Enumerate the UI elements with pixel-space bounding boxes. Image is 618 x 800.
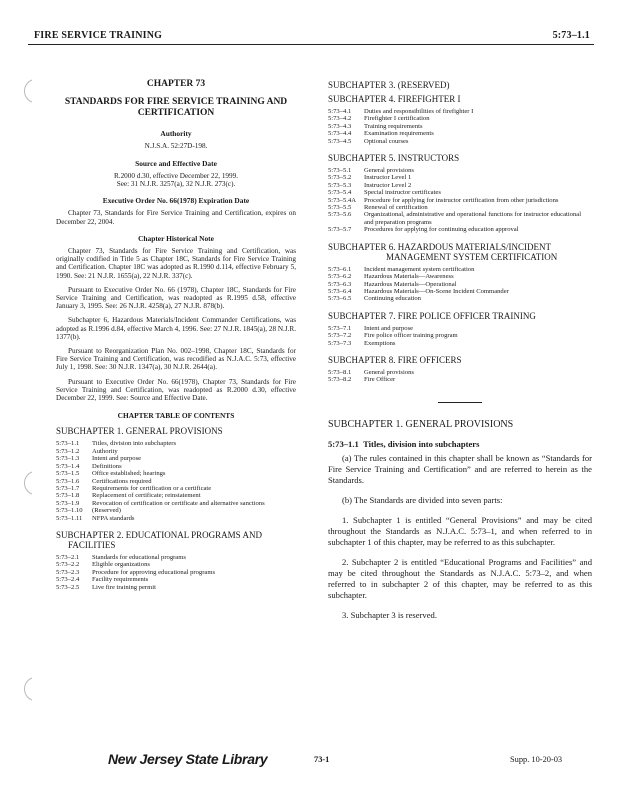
toc-entry [328, 266, 592, 273]
toc-entry [328, 174, 592, 181]
source-line: R.2000 d.30, effective December 22, 1999. [113, 171, 239, 180]
header-section-number: 5:73–1.1 [552, 30, 590, 41]
toc-entry-number: 5:73–1.6 [56, 477, 80, 485]
subchapter-title: SUBCHAPTER 1. GENERAL PROVISIONS [328, 418, 514, 430]
subchapter-heading: SUBCHAPTER 4. FIREFIGHTER I [328, 94, 461, 104]
toc-entry-title: Procedure for approving educational programs [92, 568, 216, 576]
toc-entry-number: 5:73–1.5 [56, 470, 80, 478]
authority-heading: Authority [160, 129, 192, 139]
toc-entry-title: Definitions [92, 462, 122, 470]
toc-entry-title: Exemptions [364, 339, 396, 347]
toc-entry-number: 5:73–5.7 [328, 226, 352, 234]
toc-entry [328, 204, 592, 211]
toc-entry [56, 515, 296, 522]
toc-entry-number: 5:73–6.3 [328, 280, 352, 288]
toc-entry-title: Requirements for certification or a certificate [92, 484, 212, 492]
toc-entry-number: 5:73–5.3 [328, 181, 352, 189]
toc-entry-title: Procedure for applying for instructor certification from other jurisdictions [364, 196, 559, 204]
toc-entry-title: General provisions [364, 368, 414, 376]
toc-entry-number: 5:73–2.2 [56, 561, 80, 569]
toc-entry-number: 5:73–8.1 [328, 368, 352, 376]
subchapter-heading: SUBCHAPTER 5. INSTRUCTORS [328, 153, 460, 164]
history-heading: Chapter Historical Note [138, 233, 214, 243]
toc-entry-title: Office established; hearings [92, 470, 166, 478]
toc-entry [328, 281, 592, 288]
section-body [328, 453, 592, 621]
toc-entry-title: Authority [92, 447, 118, 455]
toc-entry-number: 5:73–4.3 [328, 122, 352, 130]
toc-entry-title: General provisions [364, 167, 414, 175]
subchapter-heading: SUBCHAPTER 8. FIRE OFFICERS [328, 354, 462, 365]
toc-entry-number: 5:73–5.5 [328, 204, 352, 212]
toc-entry-title: Procedures for applying for continuing education approval [364, 226, 519, 234]
body-paragraph: 3. Subchapter 3 is reserved. [342, 609, 437, 620]
page-number: 73-1 [314, 755, 330, 764]
toc-entry [56, 448, 296, 455]
subchapter-heading: SUBCHAPTER 7. FIRE POLICE OFFICER TRAINING [328, 310, 536, 321]
toc-entry-title: Training requirements [364, 122, 423, 130]
toc-entry-number: 5:73–4.1 [328, 108, 352, 115]
toc-list [56, 440, 296, 521]
toc-entry-number: 5:73–1.10 [56, 507, 83, 515]
body-paragraph: (a) The rules contained in this chapter shall be known as “Standards for Fire Service Training and Certification” and are referred to herein as the Standards. [328, 452, 592, 485]
toc-entry-title: Optional courses [364, 137, 409, 145]
toc-entry-title: (Reserved) [92, 507, 121, 515]
toc-entry [56, 507, 296, 514]
toc-entry-title: Organizational, administrative and operational functions for instructor educational and preparation programs [364, 211, 582, 226]
section-number: 5:73–1.1 [328, 438, 359, 449]
toc-entry [56, 485, 296, 492]
history-paragraph: Chapter 73, Standards for Fire Service Training and Certification, was originally codified in Title 5 as Chapter 18C, Standards for Fire Service Training and Certification. Chapter 18C was adopted as R.1990 d.114, effective February 5, 1990. See: 21 N.J.R. 1655(a), 22 N.J.R. 337(c). [56, 247, 296, 280]
toc-entry-title: Intent and purpose [92, 455, 142, 463]
header-title: FIRE SERVICE TRAINING [34, 30, 163, 41]
binding-hole-mark [18, 470, 36, 496]
toc-list [328, 369, 592, 384]
toc-entry [56, 584, 296, 591]
history-paragraph: Pursuant to Executive Order No. 66 (1978), Chapter 18C, Standards for Fire Service Training and Certification, was readopted as R.1995 d.58, effective January 3, 1995. See: 26 N.J.R. 4258(a), 27 N.J.R. 878(b). [56, 285, 296, 311]
toc-entry-title: Examination requirements [364, 130, 434, 138]
toc-entry-title: Standards for educational programs [92, 553, 186, 561]
eo-heading: Executive Order No. 66(1978) Expiration Date [102, 196, 250, 206]
toc-entry [328, 211, 592, 226]
toc-entry [328, 273, 592, 280]
toc-entry [56, 440, 296, 447]
authority-text: N.J.S.A. 52:27D-198. [144, 142, 208, 151]
supplement-date: Supp. 10-20-03 [510, 755, 563, 764]
subchapter-heading: SUBCHAPTER 3. (RESERVED) [328, 80, 450, 90]
toc-entry-number: 5:73–6.2 [328, 273, 352, 281]
toc-entry-title: Duties and responsibilities of firefighter I [364, 108, 474, 115]
toc-entry [328, 108, 592, 115]
toc-list [328, 266, 592, 303]
section-title: Titles, division into subchapters [363, 438, 480, 449]
toc-entry [56, 554, 296, 561]
toc-list [56, 554, 296, 591]
history-paragraph: Pursuant to Executive Order No. 66(1978), Chapter 73, Standards for Fire Service Training and Certification, was readopted as R.2000 d.30, effective December 22, 1999. See: Source and Effective Date. [56, 377, 296, 403]
toc-entry-title: Instructor Level 1 [364, 174, 412, 182]
toc-entry-number: 5:73–5.4 [328, 189, 352, 197]
toc-entry [328, 130, 592, 137]
toc-entry-number: 5:73–2.5 [56, 583, 80, 591]
source-line: See: 31 N.J.R. 3257(a), 32 N.J.R. 273(c). [116, 180, 236, 189]
toc-entry [328, 340, 592, 347]
toc-entry [328, 369, 592, 376]
toc-entry [328, 197, 592, 204]
toc-entry [328, 182, 592, 189]
body-paragraph: 1. Subchapter 1 is entitled “General Provisions” and may be cited throughout the Standards as N.J.A.C. 5:73–1, and when referred to in subchapter 1 of this chapter, may be referred to as this subchapter. [328, 514, 592, 547]
toc-entry [56, 569, 296, 576]
toc-entry [56, 478, 296, 485]
toc-entry-number: 5:73–1.2 [56, 447, 80, 455]
toc-entry-number: 5:73–2.4 [56, 576, 80, 584]
toc-list [328, 325, 592, 347]
toc-entry-number: 5:73–5.6 [328, 211, 352, 219]
toc-entry [328, 332, 592, 339]
toc-entry-title: Hazardous Materials—On-Scene Incident Commander [364, 287, 509, 295]
toc-entry-title: Hazardous Materials—Awareness [364, 273, 454, 281]
toc-entry [56, 455, 296, 462]
history-paragraph: Pursuant to Reorganization Plan No. 002–1998, Chapter 18C, Standards for Fire Service Training and Certification, was recodified as N.J.A.C. 5:73, effective July 1, 1998. See: 30 N.J.R. 1347(a), 30 N.J.R. 2644(a). [56, 347, 296, 372]
toc-entry-number: 5:73–2.3 [56, 568, 80, 576]
toc-entry-number: 5:73–6.4 [328, 287, 352, 295]
toc-entry [328, 376, 592, 383]
toc-list [328, 167, 592, 234]
toc-entry-title: Intent and purpose [364, 324, 414, 332]
toc-entry [56, 470, 296, 477]
toc-entry-number: 5:73–4.4 [328, 130, 352, 138]
body-paragraph: 2. Subchapter 2 is entitled “Educational Programs and Facilities” and may be cited throughout the Standards as N.J.A.C. 5:73–2, and when referred to in subchapter 2 of this chapter, may be referred to as this subchapter. [328, 556, 592, 600]
toc-entry-title: Certifications required [92, 477, 152, 485]
toc-entry-title: Renewal of certification [364, 204, 428, 212]
right-column [328, 80, 592, 630]
toc-entry-title: Fire Officer [364, 376, 396, 384]
binding-hole-mark [18, 78, 36, 104]
subchapter-heading: SUBCHAPTER 2. EDUCATIONAL PROGRAMS AND FACILITIES [56, 529, 262, 550]
toc-entry-title: Fire police officer training program [364, 332, 458, 340]
toc-entry-title: NFPA standards [92, 514, 135, 522]
section-divider [438, 402, 482, 403]
toc-entry [328, 115, 592, 122]
toc-entry [56, 463, 296, 470]
source-heading: Source and Effective Date [135, 158, 217, 168]
toc-entry-number: 5:73–5.2 [328, 174, 352, 182]
binding-hole-mark [18, 676, 36, 702]
toc-entry-title: Eligible organizations [92, 561, 150, 569]
toc-entry [56, 492, 296, 499]
toc-entry-number: 5:73–1.4 [56, 462, 80, 470]
toc-entry-number: 5:73–1.9 [56, 499, 80, 507]
subchapter-heading: SUBCHAPTER 1. GENERAL PROVISIONS [56, 426, 223, 437]
toc-entry [328, 167, 592, 174]
toc-entry-number: 5:73–4.5 [328, 137, 352, 145]
toc-entry-number: 5:73–4.2 [328, 115, 352, 123]
history-paragraph: Subchapter 6, Hazardous Materials/Incident Commander Certifications, was adopted as R.1996 d.84, effective March 4, 1996. See: 27 N.J.R. 1845(a), 28 N.J.R. 1377(b). [56, 316, 297, 341]
toc-entry [56, 500, 296, 507]
toc-entry [56, 576, 296, 583]
toc-entry-title: Incident management system certification [364, 265, 475, 273]
toc-entry-number: 5:73–5.1 [328, 167, 352, 175]
toc-entry [328, 288, 592, 295]
toc-entry [328, 295, 592, 302]
subchapter-heading: SUBCHAPTER 6. HAZARDOUS MATERIALS/INCIDENT MANAGEMENT SYSTEM CERTIFICATION [328, 241, 558, 262]
toc-entry-title: Hazardous Materials—Operational [364, 280, 457, 288]
toc-entry-number: 5:73–5.4A [328, 196, 357, 204]
toc-entry-number: 5:73–1.3 [56, 455, 80, 463]
toc-list [328, 108, 592, 145]
toc-entry-number: 5:73–8.2 [328, 376, 352, 384]
toc-heading: CHAPTER TABLE OF CONTENTS [117, 411, 235, 421]
toc-entry-number: 5:73–1.8 [56, 492, 80, 500]
toc-entry-number: 5:73–1.7 [56, 484, 80, 492]
toc-entry-title: Replacement of certificate; reinstatement [92, 492, 201, 500]
toc-entry-number: 5:73–6.5 [328, 295, 352, 303]
toc-entry [328, 189, 592, 196]
toc-entry-title: Special instructor certificates [364, 189, 441, 197]
toc-entry-title: Continuing education [364, 295, 421, 303]
eo-text: Chapter 73, Standards for Fire Service Training and Certification, expires on December 22, 2004. [56, 209, 296, 226]
toc-entry-title: Instructor Level 2 [364, 181, 412, 189]
toc-entry-title: Revocation of certification or certificate and alternative sanctions [92, 499, 265, 507]
toc-entry [56, 561, 296, 568]
section-heading [328, 440, 592, 448]
toc-entry-title: Titles, division into subchapters [92, 440, 177, 448]
running-header [28, 30, 594, 46]
toc-entry-number: 5:73–7.3 [328, 339, 352, 347]
toc-entry [328, 123, 592, 130]
body-paragraph: (b) The Standards are divided into seven parts: [342, 494, 503, 505]
toc-entry [328, 226, 592, 233]
toc-entry-number: 5:73–7.2 [328, 332, 352, 340]
toc-entry-title: Firefighter I certification [364, 115, 430, 123]
toc-entry-title: Live fire training permit [92, 583, 156, 591]
library-stamp: New Jersey State Library [108, 751, 268, 767]
toc-entry-number: 5:73–6.1 [328, 265, 352, 273]
toc-entry [328, 138, 592, 145]
left-column [56, 80, 296, 591]
chapter-title: STANDARDS FOR FIRE SERVICE TRAINING AND CERTIFICATION [64, 97, 288, 119]
toc-entry [328, 325, 592, 332]
toc-entry-title: Facility requirements [92, 576, 149, 584]
toc-entry-number: 5:73–2.1 [56, 553, 80, 561]
page-footer [0, 751, 618, 771]
toc-entry-number: 5:73–1.11 [56, 514, 83, 522]
history-notes [56, 247, 296, 402]
toc-entry-number: 5:73–7.1 [328, 324, 352, 332]
toc-entry-number: 5:73–1.1 [56, 440, 80, 448]
chapter-number: CHAPTER 73 [146, 79, 206, 89]
header-rule [28, 44, 594, 45]
